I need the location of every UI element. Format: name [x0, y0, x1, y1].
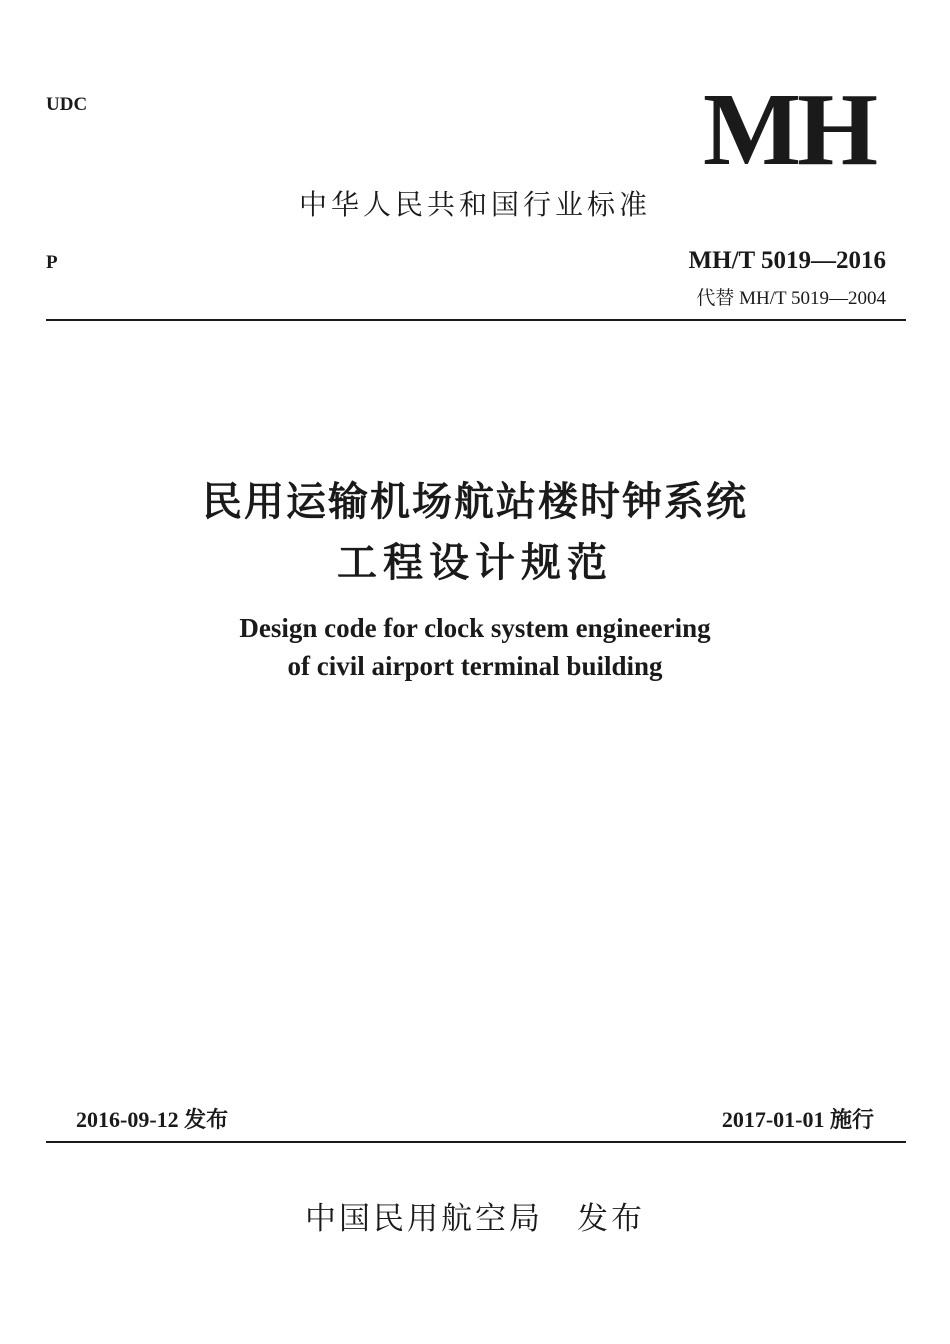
effective-date: 2017-01-01 施行 [721, 1107, 874, 1132]
mh-logo: MH [702, 72, 874, 187]
top-divider [46, 319, 906, 321]
title-cn-line1: 民用运输机场航站楼时钟系统 [202, 479, 748, 525]
title-en-line1: Design code for clock system engineering [239, 613, 711, 643]
standard-type-heading: 中华人民共和国行业标准 [298, 188, 651, 221]
title-en-line2: of civil airport terminal building [287, 651, 663, 681]
bottom-divider [46, 1141, 906, 1143]
udc-label: UDC [46, 94, 88, 115]
title-cn-line2: 工程设计规范 [337, 540, 613, 586]
standard-code: MH/T 5019—2016 [688, 247, 886, 274]
classification-label: P [46, 252, 58, 273]
issue-date: 2016-09-12 发布 [76, 1107, 229, 1132]
publisher: 中国民用航空局 发布 [305, 1201, 645, 1237]
replaces-code: 代替 MH/T 5019—2004 [696, 288, 886, 309]
